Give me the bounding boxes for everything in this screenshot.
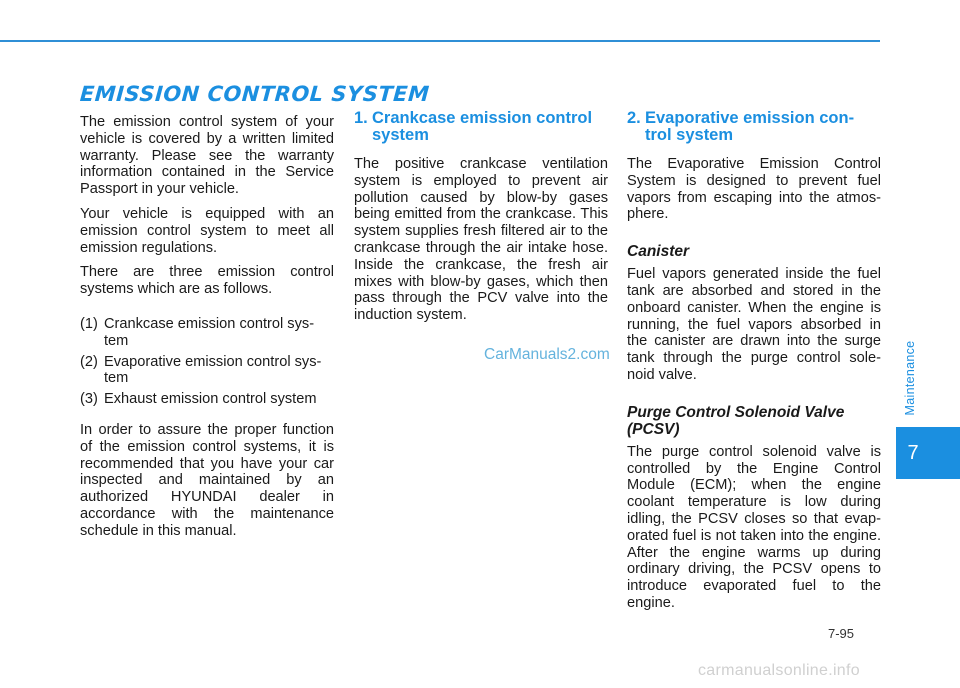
section-title: EMISSION CONTROL SYSTEM <box>79 82 431 106</box>
list-item <box>80 354 334 388</box>
footer-watermark: carmanualsonline.info <box>698 662 860 679</box>
column-crankcase <box>354 110 608 332</box>
list-item <box>80 316 334 350</box>
page-number: 7-95 <box>828 626 855 641</box>
watermark: CarManuals2.com <box>484 346 610 363</box>
canister-heading: Canister <box>627 243 690 261</box>
equipment-paragraph: Your vehicle is equipped with an emission control system to meet all emission regulations. <box>80 205 334 256</box>
heading-line: Evaporative emission con- <box>645 109 855 127</box>
crankcase-paragraph: The positive crankcase ventilation system is employed to prevent air pollution caused by blow-by gases being emitted from the crankcase. This system supplies fresh filtered air to the crankcase through the air intake hose. Inside the crankcase, the fresh air mixes with blow-by gases, which then pass through the PCV valve into the induction system. <box>354 156 608 324</box>
heading-line: system <box>372 126 429 144</box>
maintenance-paragraph: In order to assure the proper function of the emission control systems, it is recommended that you have your car inspected and maintained by an authorized HYUNDAI dealer in accordance with the maintenance schedule in this manual. <box>80 421 334 539</box>
list-text: Crankcase emission control sys-tem <box>104 315 315 349</box>
column-intro <box>80 114 334 548</box>
pcsv-heading-line: (PCSV) <box>627 420 680 438</box>
heading-number: 1. <box>354 109 368 127</box>
evaporative-heading <box>627 110 881 144</box>
header-rule <box>0 40 880 42</box>
list-text: Exhaust emission control system <box>104 391 317 408</box>
list-text: Evaporative emission control sys-tem <box>104 353 322 387</box>
crankcase-heading <box>354 110 608 144</box>
list-item <box>80 391 334 408</box>
chapter-side-label-text: Maintenance <box>903 340 917 416</box>
list-marker: (3) <box>80 391 98 408</box>
column-evaporative <box>627 110 881 620</box>
heading-line: trol system <box>645 126 734 144</box>
pcsv-paragraph: The purge control solenoid valve is controlled by the Engine Control Module (ECM); when the engine coolant temperature is low during idling, the PCSV closes so that evap-orated fuel is not taken into the engine. After the engine warms up during ordinary driving, the PCSV opens to introduce evaporated fuel to the engine. <box>627 443 881 611</box>
evaporative-paragraph: The Evaporative Emission Control System is designed to prevent fuel vapors from escaping into the atmos-phere. <box>627 156 881 223</box>
list-marker: (1) <box>80 315 98 332</box>
heading-line: Crankcase emission control <box>372 109 593 127</box>
pcsv-heading <box>627 404 881 438</box>
list-marker: (2) <box>80 353 98 370</box>
systems-paragraph: There are three emission control systems which are as follows. <box>80 264 334 298</box>
heading-number: 2. <box>627 109 641 127</box>
canister-paragraph: Fuel vapors generated inside the fuel tank are absorbed and stored in the onboard canister. When the engine is running, the fuel vapors absorbed in the canister are drawn into the surge tank through the purge control sole-noid valve. <box>627 266 881 383</box>
pcsv-heading-line: Purge Control Solenoid Valve <box>627 403 845 421</box>
chapter-tab: 7 <box>896 427 960 479</box>
chapter-side-label <box>898 330 922 426</box>
intro-paragraph: The emission control system of your vehicle is covered by a written limited warranty. Please see the warranty information contained in the Service Passport in your vehicle. <box>80 114 334 198</box>
